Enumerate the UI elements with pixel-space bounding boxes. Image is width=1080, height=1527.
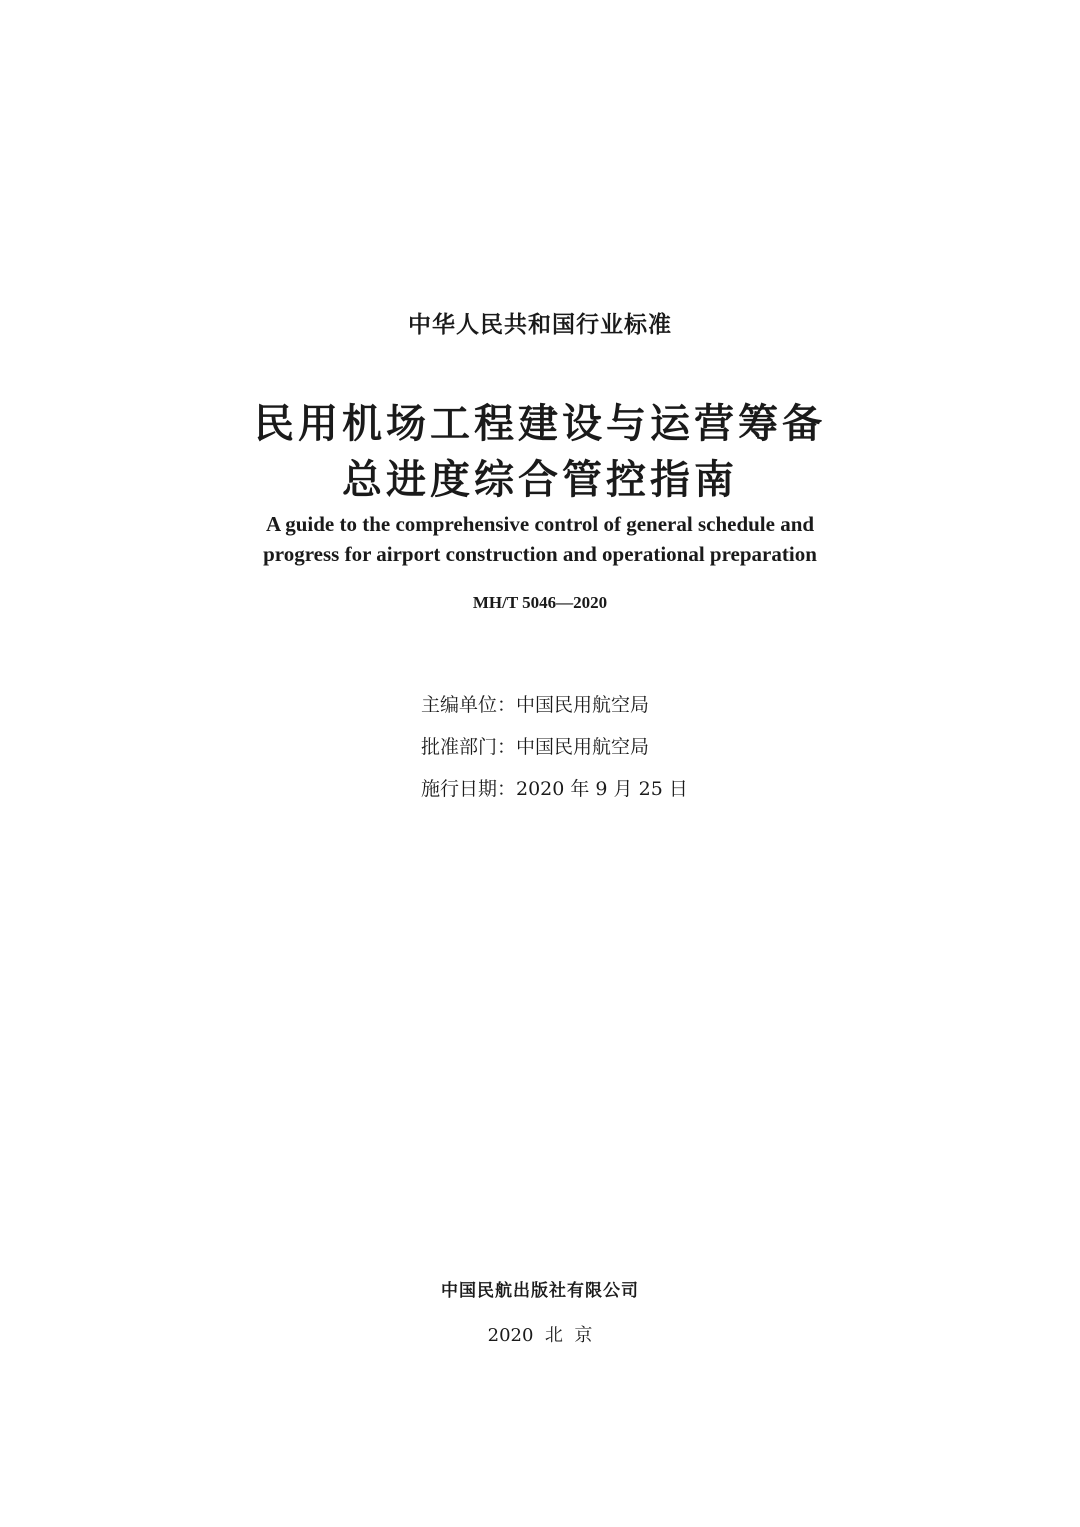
editor-unit: 主编单位：中国民用航空局 <box>421 694 650 716</box>
standard-number: MH/T 5046—2020 <box>472 593 608 612</box>
standard-type: 中华人民共和国行业标准 <box>408 312 672 338</box>
title-cn-line-1: 民用机场工程建设与运营筹备 <box>254 401 826 447</box>
publication-place: 2020 北 京 <box>487 1325 593 1346</box>
title-en-line-1: A guide to the comprehensive control of general schedule and <box>265 512 815 536</box>
approving-department: 批准部门：中国民用航空局 <box>421 736 650 758</box>
publisher: 中国民航出版社有限公司 <box>441 1281 639 1301</box>
title-en-line-2: progress for airport construction and operational preparation <box>263 542 817 566</box>
effective-date: 施行日期：2020 年 9 月 25 日 <box>421 778 688 800</box>
title-cn-line-2: 总进度综合管控指南 <box>342 457 738 503</box>
